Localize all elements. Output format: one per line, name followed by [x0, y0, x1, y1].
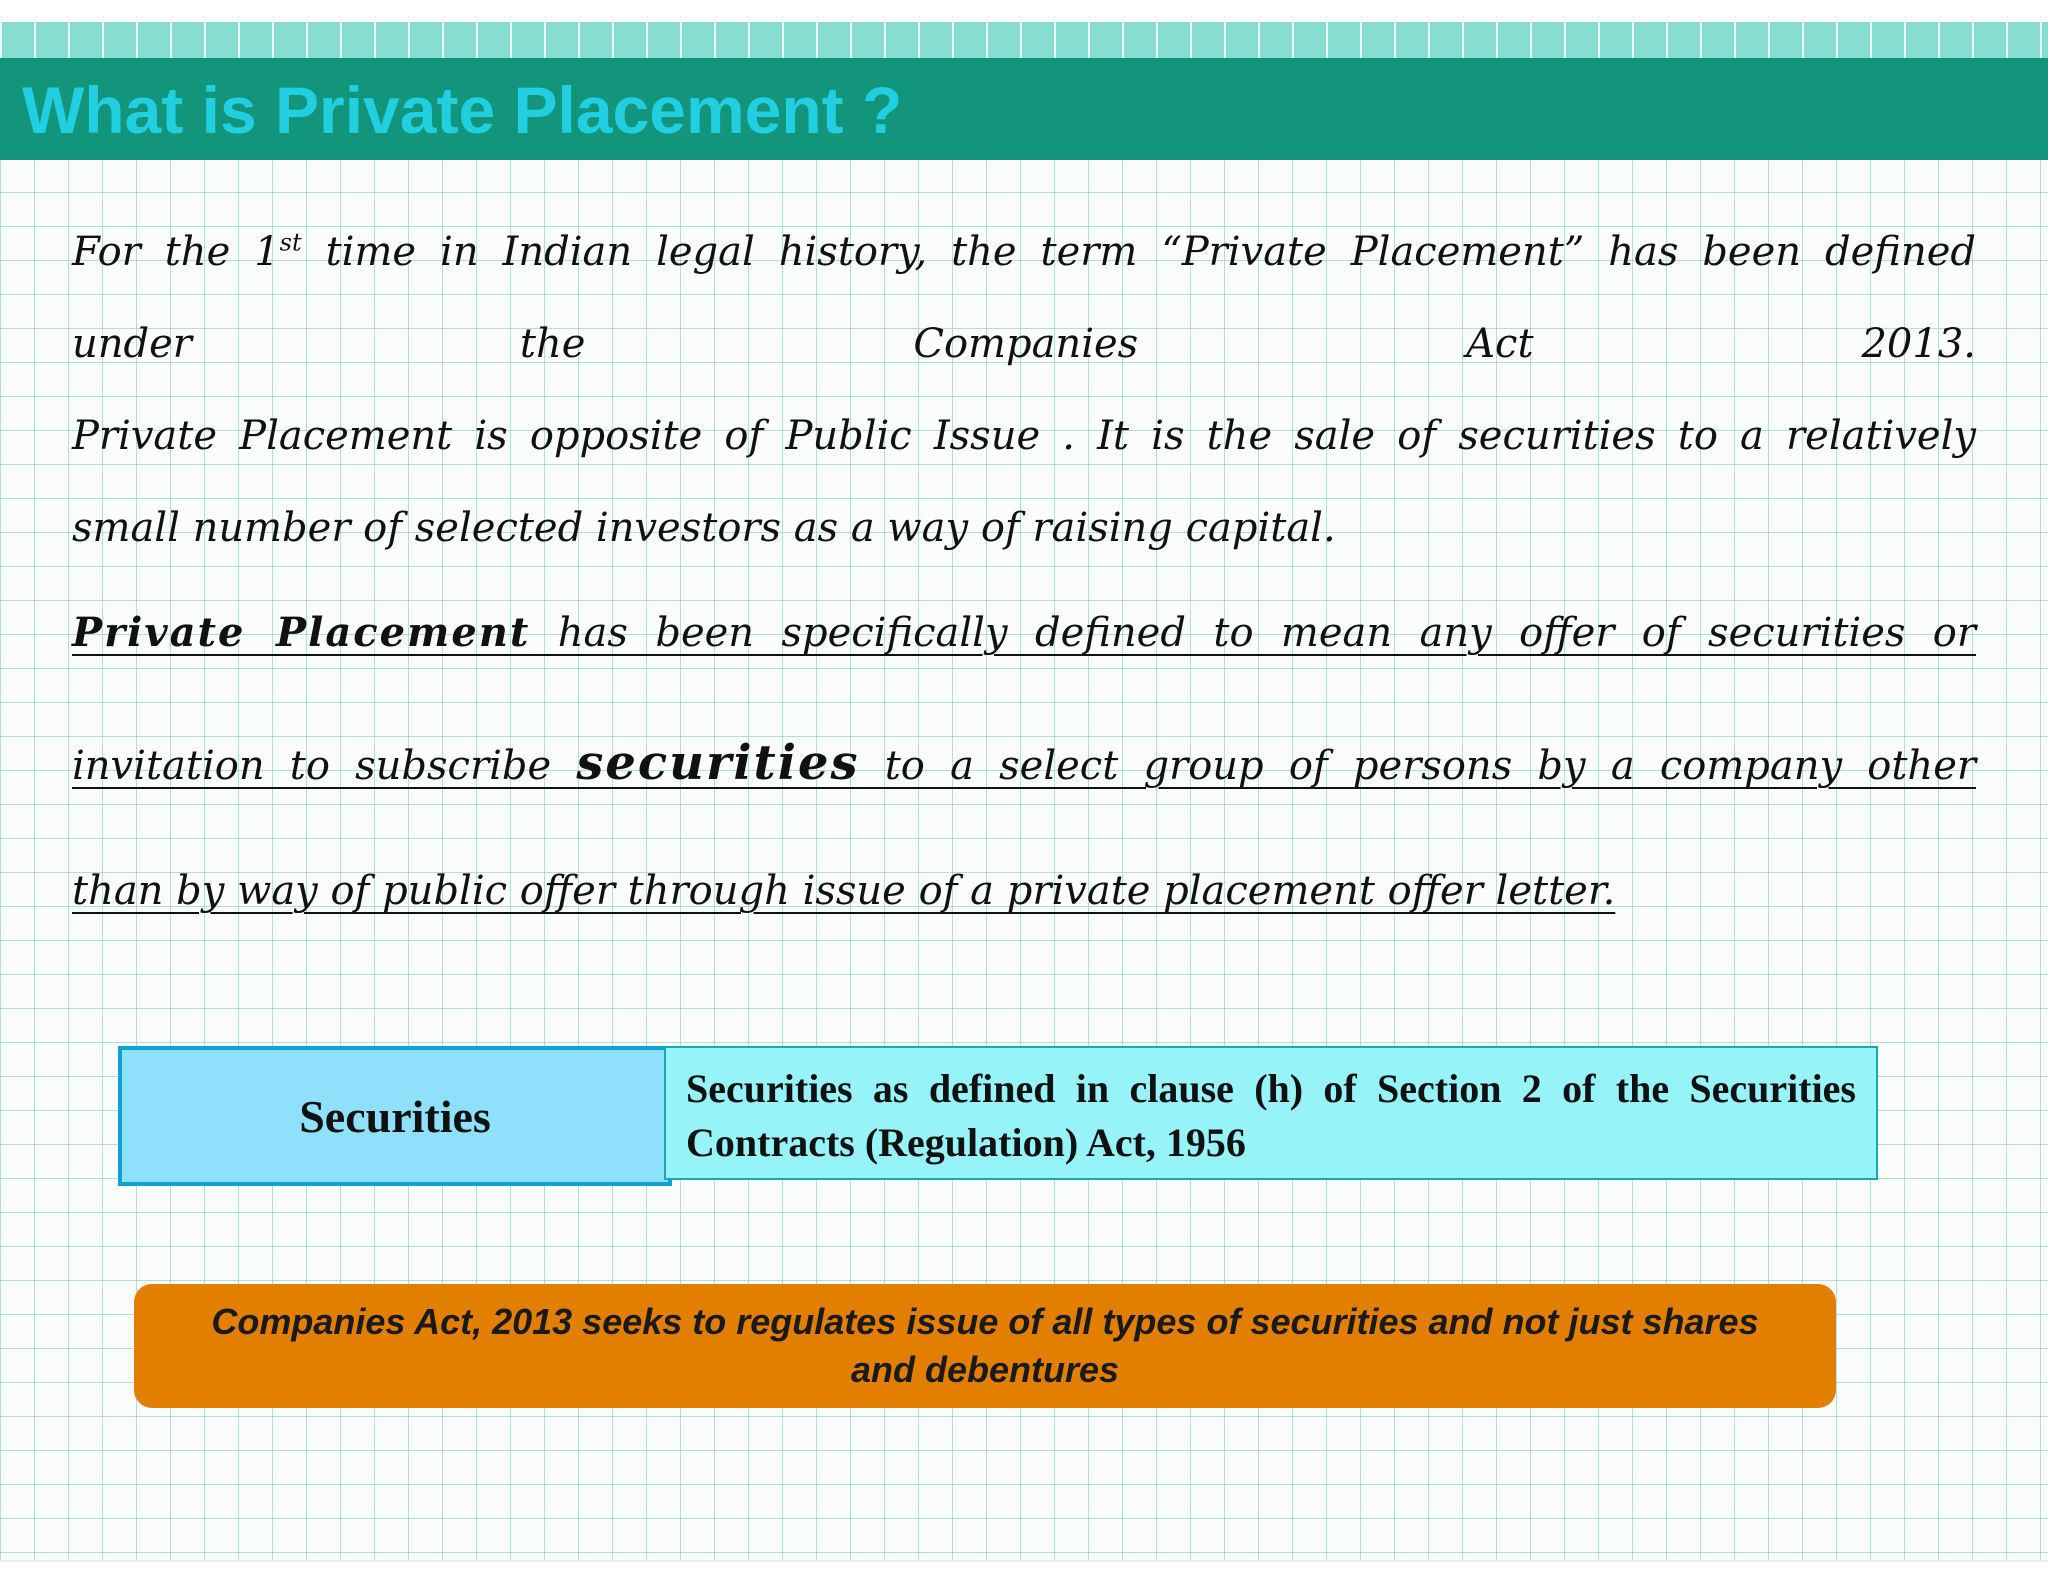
intro-line-1-start: For the 1 — [72, 229, 280, 275]
note-callout — [134, 1284, 1836, 1408]
intro-line-2: under the Companies Act 2013. — [72, 321, 1976, 367]
definition-line-1-rest: has been specifically defined to mean any offer of securities or — [530, 610, 1977, 656]
securities-definition-box — [664, 1046, 1878, 1180]
intro-line-4: small number of selected investors as a way of raising capital. — [72, 505, 1336, 551]
defined-term: Private Placement — [72, 609, 531, 656]
intro-line-3: Private Placement is opposite of Public Issue . It is the sale of securities to a relatively — [72, 413, 1976, 459]
intro-line-1 — [72, 206, 1976, 390]
definition-line-2-rest: to a select group of persons by a company other — [859, 743, 1976, 789]
securities-definition: Securities as defined in clause (h) of Section 2 of the Securities Contracts (Regulation) Act, 1956 — [686, 1066, 1856, 1165]
definition-line-1 — [72, 570, 1976, 696]
securities-label: Securities — [299, 1090, 491, 1142]
definition-line-2 — [72, 700, 1976, 829]
definition-line-3: than by way of public offer through issue of a private placement offer letter. — [72, 868, 1616, 914]
definition-line-2-start: invitation to subscribe — [72, 743, 577, 789]
ordinal-suffix: st — [279, 228, 302, 257]
securities-label-box — [118, 1046, 672, 1186]
top-decorative-strip — [0, 22, 2048, 58]
intro-line-1-rest: time in Indian legal history, the term “Private Placement” has been defined — [301, 229, 1976, 275]
slide-title: What is Private Placement ? — [22, 73, 903, 147]
note-text: Companies Act, 2013 seeks to regulates issue of all types of securities and not just shares and debentures — [211, 1301, 1759, 1390]
securities-emphasis: securities — [576, 735, 860, 791]
